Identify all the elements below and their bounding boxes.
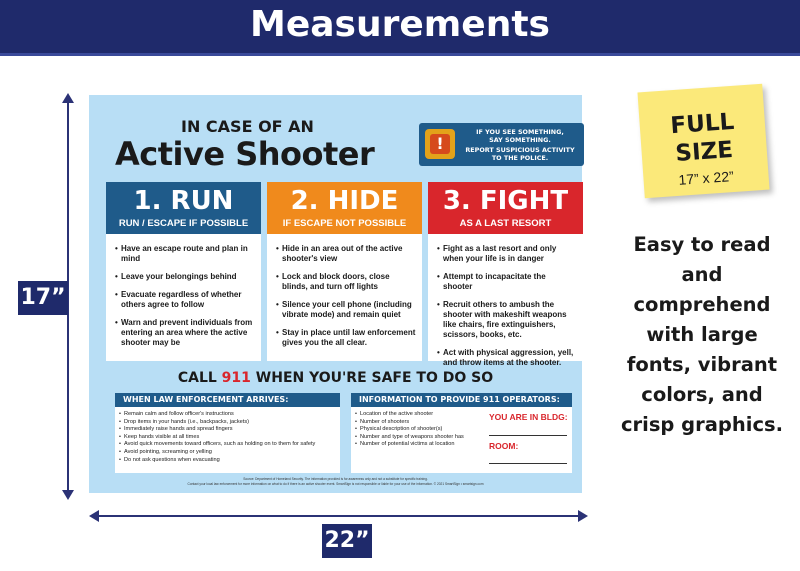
list-item: • Evacuate regardless of whether others agree to follow — [115, 290, 255, 310]
height-label: 17” — [18, 281, 68, 315]
fight-list — [428, 244, 583, 376]
list-item: • Silence your cell phone (including vibrate mode) and remain quiet — [276, 300, 416, 320]
width-dimension-line — [92, 515, 582, 517]
list-item: • Leave your belongings behind — [115, 272, 255, 282]
alert-line: SAY SOMETHING. — [489, 136, 551, 144]
list-item: • Number of potential victims at location — [355, 441, 480, 449]
list-item: • Stay in place until law enforcement gives you the all clear. — [276, 328, 416, 348]
fight-subtitle: AS A LAST RESORT — [459, 218, 552, 229]
list-item: • Recruit others to ambush the shooter with makeshift weapons like chairs, fire extinguishers, scissors, books, etc. — [437, 300, 577, 340]
call-911-line — [89, 370, 582, 386]
call-before: CALL — [177, 370, 222, 386]
list-item: • Physical description of shooter(s) — [355, 426, 480, 434]
room-label: ROOM: — [489, 441, 519, 451]
arrow-down-icon — [62, 490, 74, 500]
info-panel-list — [355, 411, 480, 449]
run-list — [106, 244, 261, 356]
size-sticky-note — [637, 84, 769, 198]
list-item: • Location of the active shooter — [355, 411, 480, 419]
law-panel-list — [119, 411, 337, 464]
list-item: • Keep hands visible at all times — [119, 434, 337, 442]
hide-list — [267, 244, 422, 356]
alert-line: REPORT SUSPICIOUS ACTIVITY — [465, 146, 575, 154]
list-item: • Avoid pointing, screaming or yelling — [119, 449, 337, 457]
sign-heading-small: IN CASE OF AN — [181, 117, 314, 136]
sticky-line — [639, 106, 768, 171]
alert-line: IF YOU SEE SOMETHING, — [476, 128, 564, 136]
hide-subtitle: IF ESCAPE NOT POSSIBLE — [282, 218, 407, 229]
run-column — [106, 182, 261, 361]
description-line: Easy to read — [633, 233, 771, 256]
arrow-left-icon — [89, 510, 99, 522]
hide-header — [267, 182, 422, 234]
law-enforcement-panel — [115, 393, 340, 473]
sticky-dimensions: 17” x 22” — [677, 168, 735, 188]
alert-box — [419, 123, 584, 166]
run-title: 1. RUN — [133, 186, 234, 216]
list-item: • Drop items in your hands (i.e., backpacks, jackets) — [119, 419, 337, 427]
exclamation-icon: ! — [425, 129, 455, 159]
description-line: crisp graphics. — [620, 413, 784, 436]
sign-heading-large: Active Shooter — [115, 135, 375, 173]
run-header — [106, 182, 261, 234]
call-number: 911 — [221, 370, 251, 386]
arrow-right-icon — [578, 510, 588, 522]
list-item: • Immediately raise hands and spread fingers — [119, 426, 337, 434]
arrow-up-icon — [62, 93, 74, 103]
list-item: • Hide in an area out of the active shooter's view — [276, 244, 416, 264]
run-subtitle: RUN / ESCAPE IF POSSIBLE — [118, 218, 249, 229]
sign-footer-line: Source: Department of Homeland Security. The information provided is for awareness only and not a substitute for specific training. — [243, 477, 428, 481]
list-item: • Number of shooters — [355, 419, 480, 427]
fight-column — [428, 182, 583, 367]
description-line: fonts, vibrant — [626, 353, 778, 376]
alert-line: TO THE POLICE. — [491, 154, 549, 162]
list-item: • Have an escape route and plan in mind — [115, 244, 255, 264]
room-write-line — [489, 463, 567, 464]
list-item: • Fight as a last resort and only when your life is in danger — [437, 244, 577, 264]
call-after: WHEN YOU'RE SAFE TO DO SO — [250, 370, 494, 386]
description-line: with large — [646, 323, 758, 346]
bldg-label: YOU ARE IN BLDG: — [489, 412, 568, 422]
list-item: • Warn and prevent individuals from entering an area where the active shooter may be — [115, 318, 255, 348]
info-panel-title: INFORMATION TO PROVIDE 911 OPERATORS: — [351, 393, 572, 407]
list-item: • Act with physical aggression, yell, and throw items at the shooter. — [437, 348, 577, 368]
description-line: colors, and — [641, 383, 763, 406]
description-line: comprehend — [633, 293, 771, 316]
bldg-write-line — [489, 435, 567, 436]
list-item: • Avoid quick movements toward officers, such as holding on to them for safety — [119, 441, 337, 449]
product-description — [612, 230, 792, 440]
list-item: • Attempt to incapacitate the shooter — [437, 272, 577, 292]
info-911-panel — [351, 393, 572, 473]
sticky-size: SIZE — [674, 136, 734, 167]
header-bar — [0, 0, 800, 56]
header-accent — [0, 53, 800, 56]
sticky-full: FULL — [669, 108, 735, 140]
list-item: • Lock and block doors, close blinds, and turn off lights — [276, 272, 416, 292]
active-shooter-sign — [89, 95, 582, 493]
page-title: Measurements — [250, 4, 550, 45]
list-item: • Do not ask questions when evacuating — [119, 457, 337, 465]
hide-title: 2. HIDE — [290, 186, 399, 216]
description-line: and — [681, 263, 723, 286]
law-panel-title: WHEN LAW ENFORCEMENT ARRIVES: — [115, 393, 340, 407]
list-item: • Number and type of weapons shooter has — [355, 434, 480, 442]
width-label: 22” — [322, 524, 372, 558]
sign-footer-line: Contact your local law enforcement for more information on what to do if there is an active shooter event. SmartSign is not responsible or liable for your use of the information. © 2021 SmartSign • smartsign.com — [187, 482, 484, 486]
list-item: • Remain calm and follow officer's instructions — [119, 411, 337, 419]
fight-title: 3. FIGHT — [442, 186, 569, 216]
hide-column — [267, 182, 422, 361]
fight-header — [428, 182, 583, 234]
